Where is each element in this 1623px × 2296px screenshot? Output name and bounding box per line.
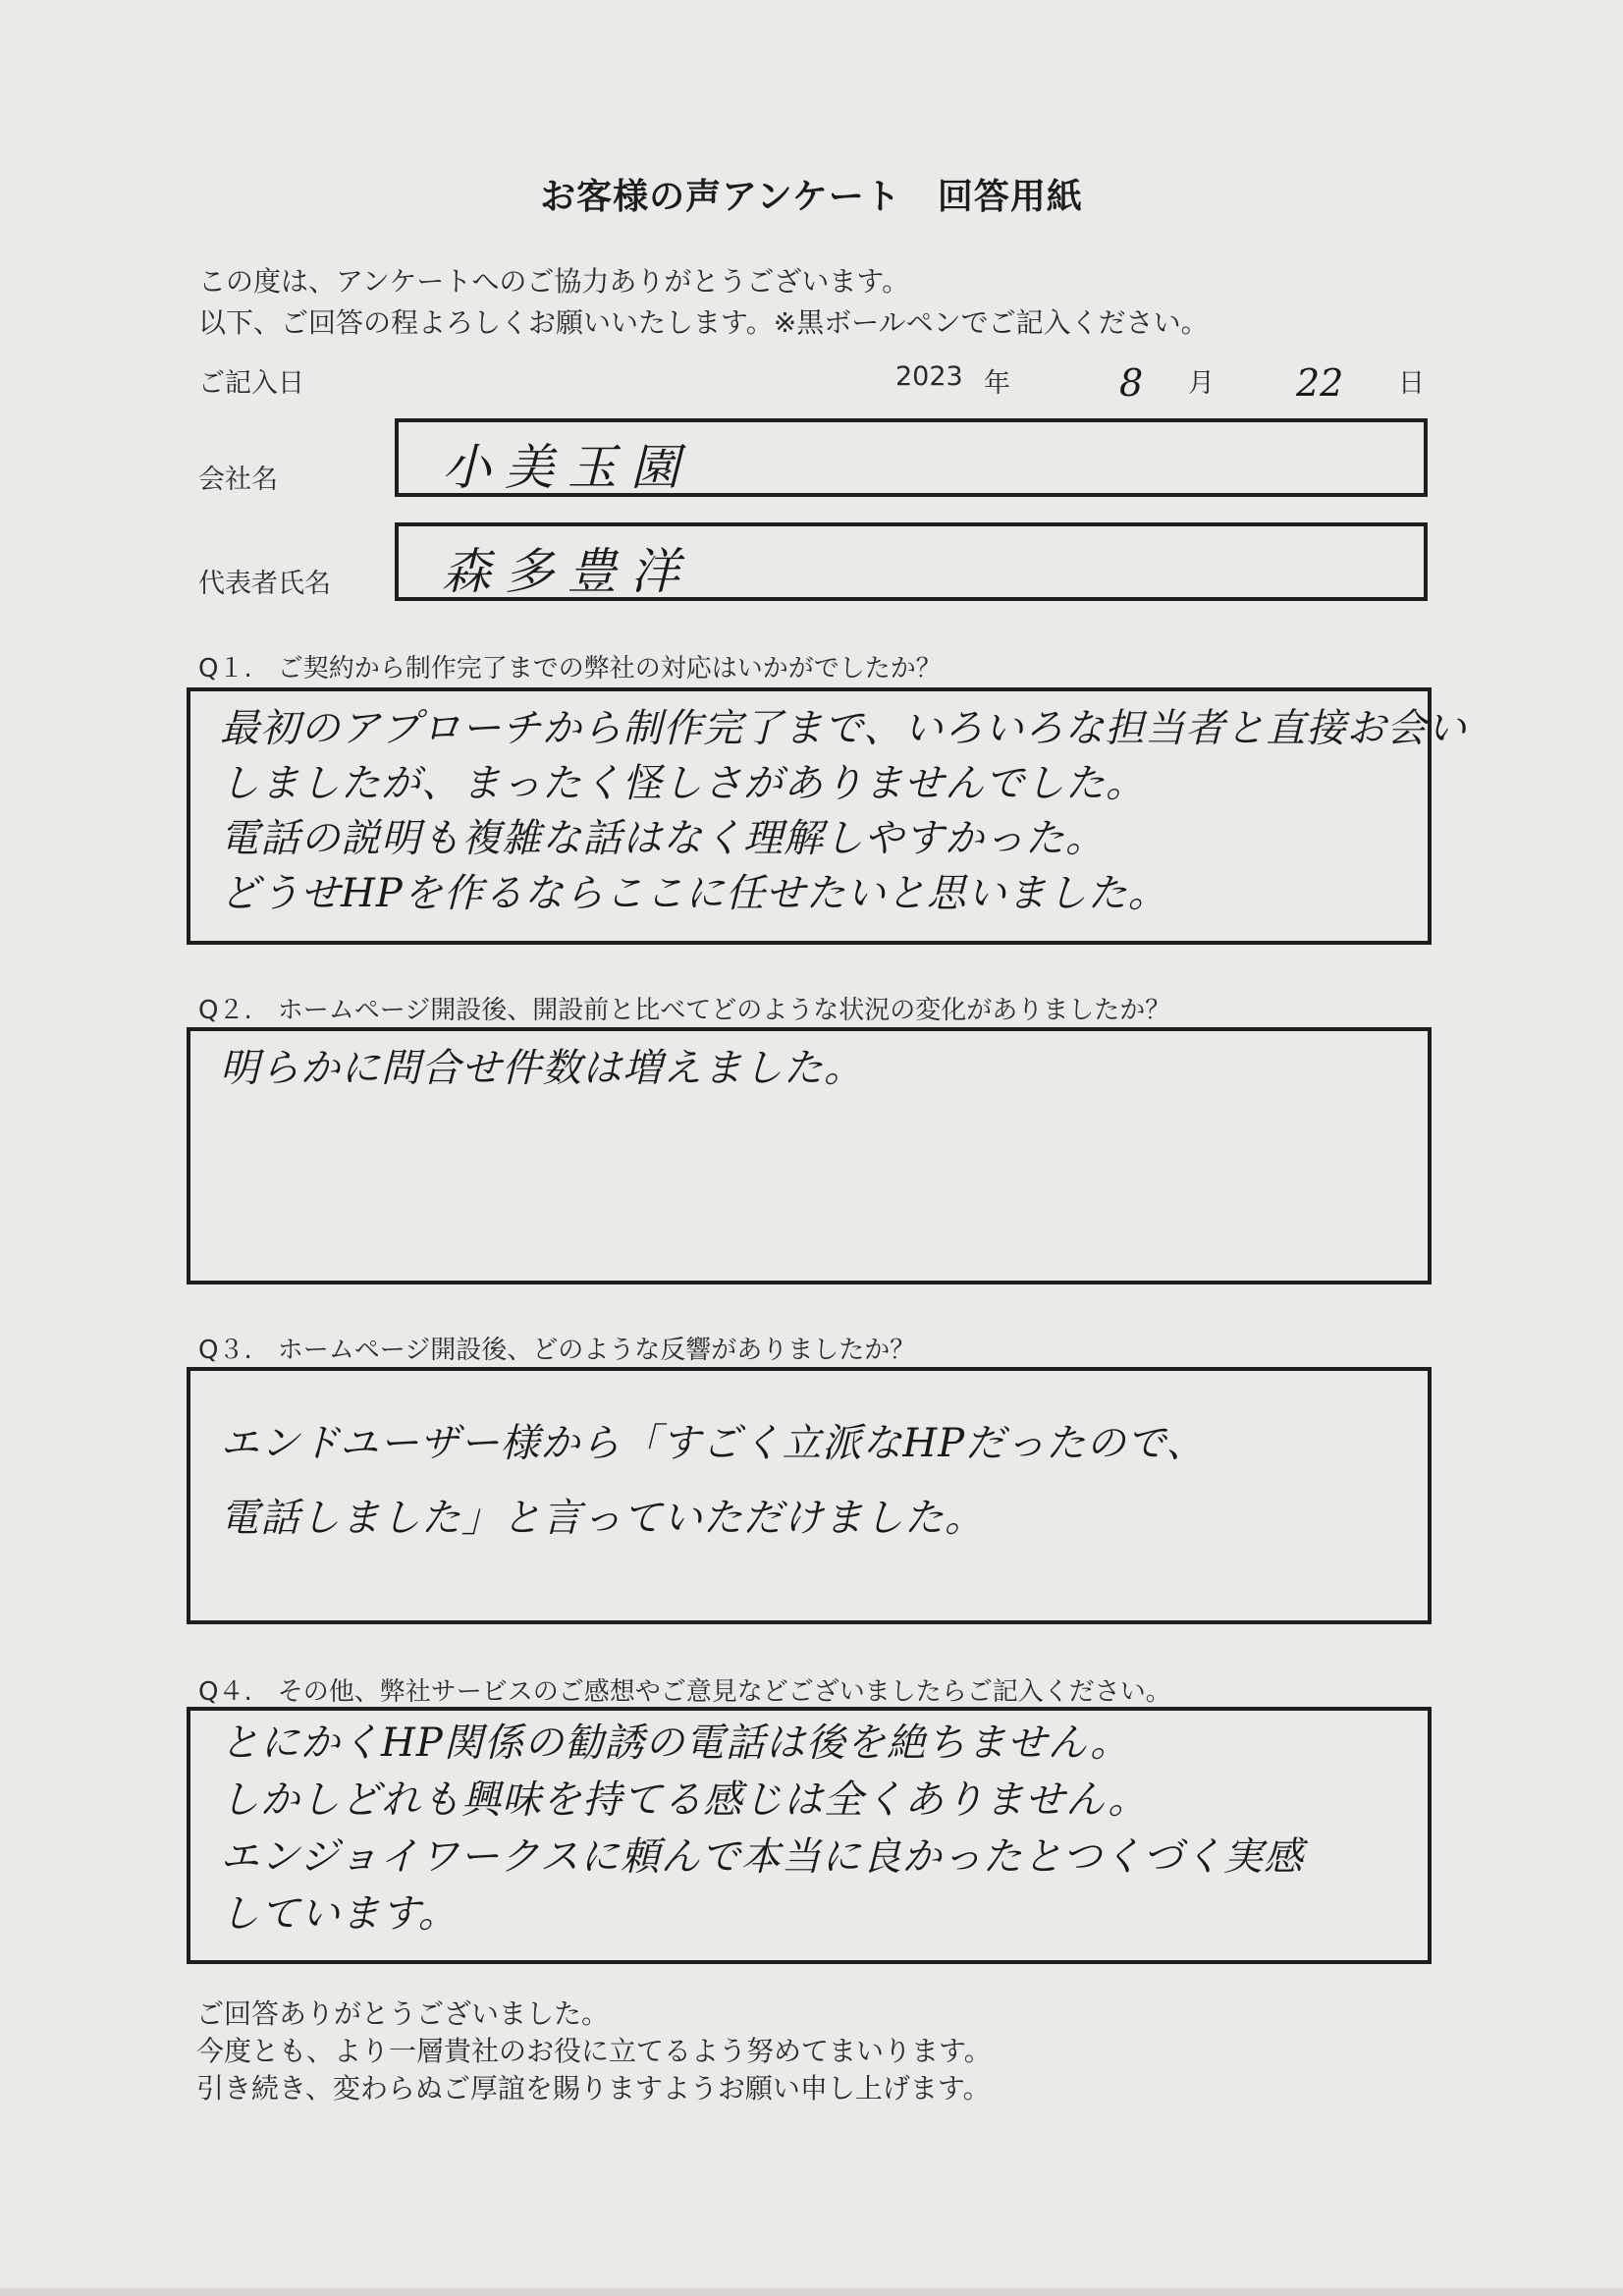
date-day-unit: 日	[1398, 368, 1425, 399]
question-4-label: Q４. その他、弊社サービスのご感想やご意見などございましたらご記入ください。	[198, 1677, 1171, 1707]
intro-text	[198, 261, 1209, 344]
answer-line: とにかくHP関係の勧誘の電話は後を絶ちません。	[220, 1721, 1131, 1766]
question-3-label: Q３. ホームページ開設後、どのような反響がありましたか？	[198, 1336, 916, 1365]
answer-line: エンジョイワークスに頼んで本当に良かったとつくづく実感	[220, 1834, 1304, 1880]
scan-edge	[0, 2288, 1623, 2296]
company-value: 小美玉園	[442, 439, 693, 496]
question-4-answer-box	[187, 1707, 1432, 1964]
representative-value: 森多豊洋	[442, 543, 693, 600]
answer-line: エンドユーザー様から「すごく立派なHPだったので、	[220, 1421, 1207, 1466]
answer-line: しましたが、まったく怪しさがありませんでした。	[220, 761, 1146, 806]
closing-line: 引き続き、変わらぬご厚誼を賜りますようお願い申し上げます。	[196, 2072, 991, 2105]
answer-line: しています。	[220, 1891, 459, 1937]
date-label: ご記入日	[198, 368, 304, 399]
closing-text	[196, 1995, 992, 2107]
representative-label: 代表者氏名	[198, 569, 331, 599]
date-day: 22	[1296, 361, 1344, 405]
form-title: お客様の声アンケート 回答用紙	[540, 177, 1083, 217]
date-row	[198, 357, 1435, 405]
answer-line: しかしどれも興味を持てる感じは全くありません。	[220, 1777, 1149, 1823]
date-year-unit: 年	[984, 368, 1010, 399]
intro-line: この度は、アンケートへのご協力ありがとうございます。	[198, 265, 910, 298]
answer-line: 電話の説明も複雑な話はなく理解しやすかった。	[220, 816, 1106, 861]
answer-line: 明らかに問合せ件数は増えました。	[220, 1046, 864, 1091]
closing-line: 今度とも、より一層貴社のお役に立てるよう努めてまいります。	[196, 2035, 992, 2067]
question-2-label: Q２. ホームページ開設後、開設前と比べてどのような状況の変化がありましたか？	[198, 996, 1171, 1025]
question-2-answer-box	[187, 1027, 1432, 1285]
representative-field	[395, 522, 1428, 601]
date-month-unit: 月	[1188, 368, 1215, 399]
answer-line: 電話しました」と言っていただけました。	[220, 1496, 985, 1541]
date-year: 2023	[895, 361, 963, 392]
answer-line: 最初のアプローチから制作完了まで、いろいろな担当者と直接お会い	[220, 706, 1468, 751]
intro-line: 以下、ご回答の程よろしくお願いいたします。※黒ボールペンでご記入ください。	[198, 306, 1209, 339]
company-label: 会社名	[198, 465, 278, 495]
question-1-label: Q１. ご契約から制作完了までの弊社の対応はいかがでしたか？	[198, 654, 942, 683]
closing-line: ご回答ありがとうございました。	[196, 1997, 610, 2030]
answer-line: どうせHPを作るならここに任せたいと思いました。	[220, 871, 1168, 916]
question-1-answer-box	[187, 687, 1468, 945]
date-month: 8	[1119, 361, 1144, 405]
company-field	[395, 418, 1428, 497]
question-3-answer-box	[187, 1367, 1432, 1624]
